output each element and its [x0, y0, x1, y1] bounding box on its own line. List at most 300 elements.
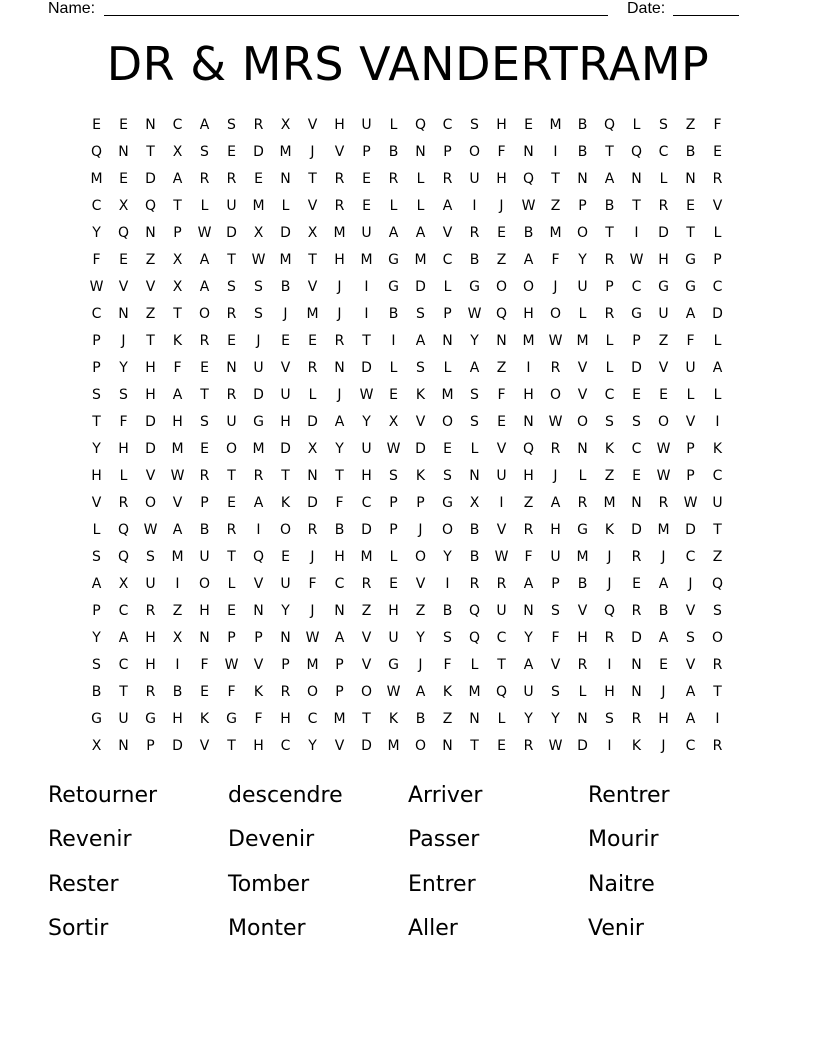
grid-letter[interactable]: W — [629, 252, 644, 268]
grid-letter[interactable]: H — [334, 252, 345, 268]
grid-letter[interactable]: T — [119, 684, 128, 700]
grid-letter[interactable]: M — [90, 171, 103, 187]
grid-letter[interactable]: P — [146, 738, 155, 754]
grid-letter[interactable]: Y — [578, 252, 587, 268]
grid-letter[interactable]: R — [469, 225, 480, 241]
grid-letter[interactable]: L — [389, 360, 398, 376]
grid-letter[interactable]: F — [254, 711, 263, 727]
grid-letter[interactable]: E — [92, 117, 101, 133]
grid-letter[interactable]: T — [497, 657, 506, 673]
grid-letter[interactable]: H — [334, 117, 345, 133]
grid-letter[interactable]: I — [607, 738, 612, 754]
grid-letter[interactable]: C — [334, 576, 345, 592]
grid-letter[interactable]: C — [496, 630, 507, 646]
grid-letter[interactable]: R — [604, 306, 615, 322]
grid-letter[interactable]: A — [658, 576, 669, 592]
grid-letter[interactable]: W — [656, 441, 671, 457]
grid-letter[interactable]: S — [470, 117, 479, 133]
grid-letter[interactable]: L — [713, 387, 722, 403]
grid-letter[interactable]: W — [548, 738, 563, 754]
grid-letter[interactable]: Q — [603, 603, 616, 619]
grid-letter[interactable]: H — [604, 684, 615, 700]
grid-letter[interactable]: A — [685, 306, 696, 322]
grid-letter[interactable]: E — [227, 333, 236, 349]
grid-letter[interactable]: L — [281, 198, 290, 214]
grid-letter[interactable]: T — [92, 414, 101, 430]
grid-letter[interactable]: O — [414, 549, 427, 565]
grid-letter[interactable]: L — [416, 171, 425, 187]
grid-letter[interactable]: U — [118, 711, 129, 727]
grid-letter[interactable]: P — [632, 333, 641, 349]
grid-letter[interactable]: R — [226, 171, 237, 187]
grid-letter[interactable]: W — [143, 522, 158, 538]
grid-letter[interactable]: R — [604, 252, 615, 268]
grid-letter[interactable]: N — [145, 117, 156, 133]
grid-letter[interactable]: B — [172, 684, 183, 700]
grid-letter[interactable]: D — [631, 360, 642, 376]
grid-letter[interactable]: B — [604, 198, 615, 214]
grid-letter[interactable]: K — [253, 684, 264, 700]
grid-letter[interactable]: J — [256, 333, 261, 349]
grid-letter[interactable]: Q — [468, 630, 481, 646]
grid-letter[interactable]: X — [91, 738, 102, 754]
grid-letter[interactable]: H — [145, 360, 156, 376]
grid-letter[interactable]: D — [361, 360, 372, 376]
grid-letter[interactable]: V — [577, 387, 588, 403]
grid-letter[interactable]: R — [712, 657, 723, 673]
grid-letter[interactable]: X — [253, 225, 264, 241]
grid-letter[interactable]: B — [91, 684, 102, 700]
grid-letter[interactable]: R — [307, 522, 318, 538]
grid-letter[interactable]: D — [253, 387, 264, 403]
grid-letter[interactable]: M — [279, 252, 292, 268]
grid-letter[interactable]: K — [415, 468, 426, 484]
grid-letter[interactable]: D — [361, 522, 372, 538]
grid-letter[interactable]: Q — [117, 225, 130, 241]
grid-letter[interactable]: S — [416, 306, 425, 322]
grid-letter[interactable]: O — [468, 144, 481, 160]
grid-letter[interactable]: F — [173, 360, 182, 376]
grid-letter[interactable]: D — [145, 414, 156, 430]
grid-letter[interactable]: F — [227, 684, 236, 700]
grid-letter[interactable]: X — [469, 495, 480, 511]
grid-letter[interactable]: O — [306, 684, 319, 700]
grid-letter[interactable]: U — [361, 441, 372, 457]
grid-letter[interactable]: P — [605, 279, 614, 295]
grid-letter[interactable]: X — [172, 252, 183, 268]
grid-letter[interactable]: L — [443, 360, 452, 376]
grid-letter[interactable]: V — [145, 468, 156, 484]
grid-letter[interactable]: M — [279, 144, 292, 160]
grid-letter[interactable]: U — [469, 171, 480, 187]
grid-letter[interactable]: S — [254, 306, 263, 322]
grid-letter[interactable]: N — [631, 684, 642, 700]
grid-letter[interactable]: N — [496, 333, 507, 349]
grid-letter[interactable]: Z — [550, 198, 561, 214]
grid-letter[interactable]: F — [335, 495, 344, 511]
grid-letter[interactable]: L — [416, 198, 425, 214]
grid-letter[interactable]: M — [603, 495, 616, 511]
grid-letter[interactable]: T — [335, 468, 344, 484]
grid-letter[interactable]: W — [197, 225, 212, 241]
grid-letter[interactable]: P — [335, 684, 344, 700]
grid-letter[interactable]: W — [386, 684, 401, 700]
grid-letter[interactable]: S — [713, 603, 722, 619]
grid-letter[interactable]: M — [576, 333, 589, 349]
grid-letter[interactable]: X — [118, 576, 129, 592]
grid-letter[interactable]: U — [388, 630, 399, 646]
grid-letter[interactable]: Z — [604, 468, 615, 484]
grid-letter[interactable]: O — [198, 306, 211, 322]
grid-letter[interactable]: A — [712, 360, 723, 376]
grid-letter[interactable]: P — [92, 360, 101, 376]
grid-letter[interactable]: L — [497, 711, 506, 727]
grid-letter[interactable]: T — [686, 225, 695, 241]
grid-letter[interactable]: D — [280, 441, 291, 457]
grid-letter[interactable]: O — [144, 495, 157, 511]
grid-letter[interactable]: V — [415, 576, 426, 592]
grid-letter[interactable]: A — [415, 333, 426, 349]
grid-letter[interactable]: Y — [119, 360, 128, 376]
grid-letter[interactable]: M — [441, 387, 454, 403]
grid-letter[interactable]: B — [442, 603, 453, 619]
grid-letter[interactable]: N — [307, 468, 318, 484]
grid-letter[interactable]: X — [307, 441, 318, 457]
grid-letter[interactable]: T — [308, 252, 317, 268]
grid-letter[interactable]: C — [658, 144, 669, 160]
grid-letter[interactable]: Z — [415, 603, 426, 619]
grid-letter[interactable]: I — [472, 198, 477, 214]
grid-letter[interactable]: T — [146, 144, 155, 160]
grid-letter[interactable]: Q — [522, 171, 535, 187]
grid-letter[interactable]: E — [497, 738, 506, 754]
grid-letter[interactable]: L — [227, 576, 236, 592]
grid-letter[interactable]: Z — [496, 360, 507, 376]
grid-letter[interactable]: V — [199, 738, 210, 754]
grid-letter[interactable]: E — [200, 441, 209, 457]
grid-letter[interactable]: X — [280, 117, 291, 133]
grid-letter[interactable]: J — [418, 522, 423, 538]
grid-letter[interactable]: V — [307, 198, 318, 214]
grid-letter[interactable]: S — [254, 279, 263, 295]
grid-letter[interactable]: O — [495, 279, 508, 295]
grid-letter[interactable]: Q — [144, 198, 157, 214]
grid-letter[interactable]: R — [712, 171, 723, 187]
grid-letter[interactable]: F — [497, 144, 506, 160]
grid-letter[interactable]: S — [389, 468, 398, 484]
grid-letter[interactable]: R — [550, 360, 561, 376]
grid-letter[interactable]: B — [523, 225, 534, 241]
grid-letter[interactable]: M — [576, 549, 589, 565]
grid-letter[interactable]: C — [604, 387, 615, 403]
grid-letter[interactable]: F — [119, 414, 128, 430]
grid-letter[interactable]: O — [441, 522, 454, 538]
grid-letter[interactable]: Q — [495, 306, 508, 322]
grid-letter[interactable]: G — [145, 711, 156, 727]
grid-letter[interactable]: V — [442, 225, 453, 241]
grid-letter[interactable]: H — [199, 603, 210, 619]
grid-letter[interactable]: S — [470, 414, 479, 430]
grid-letter[interactable]: N — [334, 360, 345, 376]
grid-letter[interactable]: M — [306, 306, 319, 322]
grid-letter[interactable]: X — [172, 630, 183, 646]
grid-letter[interactable]: P — [227, 630, 236, 646]
grid-letter[interactable]: T — [227, 738, 236, 754]
grid-letter[interactable]: T — [173, 306, 182, 322]
grid-letter[interactable]: S — [551, 684, 560, 700]
grid-letter[interactable]: J — [283, 306, 288, 322]
grid-letter[interactable]: I — [364, 306, 369, 322]
grid-letter[interactable]: H — [280, 414, 291, 430]
grid-letter[interactable]: V — [91, 495, 102, 511]
grid-letter[interactable]: G — [388, 657, 399, 673]
grid-letter[interactable]: H — [172, 414, 183, 430]
grid-letter[interactable]: T — [281, 468, 290, 484]
grid-letter[interactable]: N — [280, 171, 291, 187]
grid-letter[interactable]: S — [200, 414, 209, 430]
grid-letter[interactable]: R — [334, 171, 345, 187]
grid-letter[interactable]: Y — [362, 414, 371, 430]
grid-letter[interactable]: R — [631, 711, 642, 727]
grid-letter[interactable]: D — [145, 171, 156, 187]
grid-letter[interactable]: W — [548, 333, 563, 349]
grid-letter[interactable]: A — [91, 576, 102, 592]
grid-letter[interactable]: H — [658, 711, 669, 727]
grid-letter[interactable]: V — [145, 279, 156, 295]
grid-letter[interactable]: J — [337, 306, 342, 322]
grid-letter[interactable]: U — [253, 360, 264, 376]
grid-letter[interactable]: W — [521, 198, 536, 214]
grid-letter[interactable]: L — [578, 468, 587, 484]
grid-letter[interactable]: U — [496, 468, 507, 484]
grid-letter[interactable]: E — [659, 387, 668, 403]
grid-letter[interactable]: A — [685, 684, 696, 700]
grid-letter[interactable]: S — [443, 630, 452, 646]
grid-letter[interactable]: R — [334, 333, 345, 349]
grid-letter[interactable]: C — [118, 657, 129, 673]
grid-letter[interactable]: V — [658, 360, 669, 376]
grid-letter[interactable]: S — [686, 630, 695, 646]
grid-letter[interactable]: I — [445, 576, 450, 592]
grid-letter[interactable]: L — [686, 387, 695, 403]
grid-letter[interactable]: P — [686, 441, 695, 457]
grid-letter[interactable]: F — [713, 117, 722, 133]
grid-letter[interactable]: E — [362, 171, 371, 187]
grid-letter[interactable]: K — [712, 441, 723, 457]
grid-letter[interactable]: K — [280, 495, 291, 511]
grid-letter[interactable]: S — [92, 387, 101, 403]
grid-letter[interactable]: O — [549, 306, 562, 322]
grid-letter[interactable]: W — [386, 441, 401, 457]
grid-letter[interactable]: A — [685, 711, 696, 727]
grid-letter[interactable]: N — [469, 468, 480, 484]
grid-letter[interactable]: E — [497, 225, 506, 241]
grid-letter[interactable]: F — [497, 387, 506, 403]
grid-letter[interactable]: W — [305, 630, 320, 646]
grid-letter[interactable]: D — [712, 306, 723, 322]
grid-letter[interactable]: Y — [524, 711, 533, 727]
grid-letter[interactable]: H — [361, 468, 372, 484]
grid-letter[interactable]: C — [685, 549, 696, 565]
grid-letter[interactable]: J — [688, 576, 693, 592]
grid-letter[interactable]: J — [661, 684, 666, 700]
grid-letter[interactable]: G — [226, 711, 237, 727]
grid-letter[interactable]: K — [604, 522, 615, 538]
grid-letter[interactable]: Q — [90, 144, 103, 160]
grid-letter[interactable]: B — [469, 252, 480, 268]
grid-letter[interactable]: G — [388, 279, 399, 295]
grid-letter[interactable]: W — [467, 306, 482, 322]
grid-letter[interactable]: L — [389, 198, 398, 214]
grid-letter[interactable]: M — [171, 441, 184, 457]
grid-letter[interactable]: R — [226, 387, 237, 403]
grid-letter[interactable]: V — [334, 738, 345, 754]
grid-letter[interactable]: C — [172, 117, 183, 133]
grid-letter[interactable]: A — [388, 225, 399, 241]
grid-letter[interactable]: A — [334, 630, 345, 646]
grid-letter[interactable]: E — [200, 360, 209, 376]
grid-letter[interactable]: M — [657, 522, 670, 538]
grid-letter[interactable]: O — [441, 414, 454, 430]
grid-letter[interactable]: H — [145, 387, 156, 403]
grid-letter[interactable]: A — [469, 360, 480, 376]
grid-letter[interactable]: Y — [92, 630, 101, 646]
grid-letter[interactable]: A — [523, 252, 534, 268]
grid-letter[interactable]: M — [360, 549, 373, 565]
grid-letter[interactable]: E — [713, 144, 722, 160]
grid-letter[interactable]: O — [711, 630, 724, 646]
grid-letter[interactable]: L — [470, 657, 479, 673]
grid-letter[interactable]: R — [550, 441, 561, 457]
grid-letter[interactable]: S — [200, 144, 209, 160]
grid-letter[interactable]: Y — [281, 603, 290, 619]
grid-letter[interactable]: G — [631, 306, 642, 322]
grid-letter[interactable]: E — [281, 333, 290, 349]
grid-letter[interactable]: Q — [252, 549, 265, 565]
grid-letter[interactable]: J — [418, 657, 423, 673]
grid-letter[interactable]: V — [496, 522, 507, 538]
grid-letter[interactable]: E — [119, 171, 128, 187]
grid-letter[interactable]: M — [333, 711, 346, 727]
grid-letter[interactable]: U — [712, 495, 723, 511]
grid-letter[interactable]: R — [199, 468, 210, 484]
grid-letter[interactable]: P — [254, 630, 263, 646]
grid-letter[interactable]: G — [469, 279, 480, 295]
grid-letter[interactable]: E — [686, 198, 695, 214]
grid-letter[interactable]: V — [118, 279, 129, 295]
grid-letter[interactable]: H — [496, 171, 507, 187]
grid-letter[interactable]: C — [712, 468, 723, 484]
grid-letter[interactable]: R — [226, 306, 237, 322]
grid-letter[interactable]: G — [253, 414, 264, 430]
grid-letter[interactable]: K — [199, 711, 210, 727]
grid-letter[interactable]: M — [333, 225, 346, 241]
grid-letter[interactable]: N — [523, 414, 534, 430]
grid-letter[interactable]: B — [469, 549, 480, 565]
grid-letter[interactable]: E — [119, 117, 128, 133]
grid-letter[interactable]: X — [172, 144, 183, 160]
grid-letter[interactable]: E — [632, 576, 641, 592]
grid-letter[interactable]: G — [685, 252, 696, 268]
grid-letter[interactable]: I — [634, 225, 639, 241]
grid-letter[interactable]: H — [145, 657, 156, 673]
grid-letter[interactable]: Y — [524, 630, 533, 646]
grid-letter[interactable]: N — [226, 360, 237, 376]
grid-letter[interactable]: R — [280, 684, 291, 700]
grid-letter[interactable]: R — [199, 333, 210, 349]
grid-letter[interactable]: D — [685, 522, 696, 538]
grid-letter[interactable]: T — [362, 333, 371, 349]
grid-letter[interactable]: E — [308, 333, 317, 349]
grid-letter[interactable]: Z — [145, 306, 156, 322]
grid-letter[interactable]: G — [91, 711, 102, 727]
grid-letter[interactable]: Q — [630, 144, 643, 160]
grid-letter[interactable]: U — [280, 387, 291, 403]
grid-letter[interactable]: R — [361, 576, 372, 592]
grid-letter[interactable]: P — [713, 252, 722, 268]
grid-letter[interactable]: H — [334, 549, 345, 565]
grid-letter[interactable]: L — [605, 333, 614, 349]
grid-letter[interactable]: X — [388, 414, 399, 430]
grid-letter[interactable]: N — [523, 603, 534, 619]
grid-letter[interactable]: U — [685, 360, 696, 376]
grid-letter[interactable]: J — [499, 198, 504, 214]
grid-letter[interactable]: P — [389, 495, 398, 511]
grid-letter[interactable]: L — [389, 549, 398, 565]
grid-letter[interactable]: A — [415, 225, 426, 241]
grid-letter[interactable]: T — [605, 144, 614, 160]
grid-letter[interactable]: Q — [522, 441, 535, 457]
grid-letter[interactable]: A — [523, 657, 534, 673]
grid-letter[interactable]: E — [227, 495, 236, 511]
grid-letter[interactable]: Z — [523, 495, 534, 511]
grid-letter[interactable]: M — [360, 252, 373, 268]
grid-letter[interactable]: B — [577, 144, 588, 160]
grid-letter[interactable]: B — [469, 522, 480, 538]
grid-letter[interactable]: I — [256, 522, 261, 538]
grid-letter[interactable]: P — [551, 576, 560, 592]
grid-letter[interactable]: N — [523, 144, 534, 160]
grid-letter[interactable]: T — [227, 468, 236, 484]
grid-letter[interactable]: R — [577, 657, 588, 673]
grid-letter[interactable]: M — [387, 738, 400, 754]
grid-letter[interactable]: R — [253, 117, 264, 133]
grid-letter[interactable]: O — [657, 414, 670, 430]
grid-letter[interactable]: F — [686, 333, 695, 349]
grid-letter[interactable]: N — [253, 603, 264, 619]
grid-letter[interactable]: B — [388, 306, 399, 322]
grid-letter[interactable]: C — [685, 738, 696, 754]
grid-letter[interactable]: E — [254, 171, 263, 187]
grid-letter[interactable]: Z — [361, 603, 372, 619]
grid-letter[interactable]: Q — [468, 603, 481, 619]
grid-letter[interactable]: N — [577, 171, 588, 187]
grid-letter[interactable]: U — [361, 225, 372, 241]
grid-letter[interactable]: X — [118, 198, 129, 214]
grid-letter[interactable]: J — [310, 549, 315, 565]
grid-letter[interactable]: U — [577, 279, 588, 295]
grid-letter[interactable]: N — [280, 630, 291, 646]
grid-letter[interactable]: L — [92, 522, 101, 538]
grid-letter[interactable]: F — [92, 252, 101, 268]
grid-letter[interactable]: W — [359, 387, 374, 403]
grid-letter[interactable]: D — [631, 522, 642, 538]
grid-letter[interactable]: O — [225, 441, 238, 457]
grid-letter[interactable]: J — [607, 576, 612, 592]
grid-letter[interactable]: O — [522, 279, 535, 295]
grid-letter[interactable]: C — [91, 306, 102, 322]
grid-letter[interactable]: N — [442, 333, 453, 349]
